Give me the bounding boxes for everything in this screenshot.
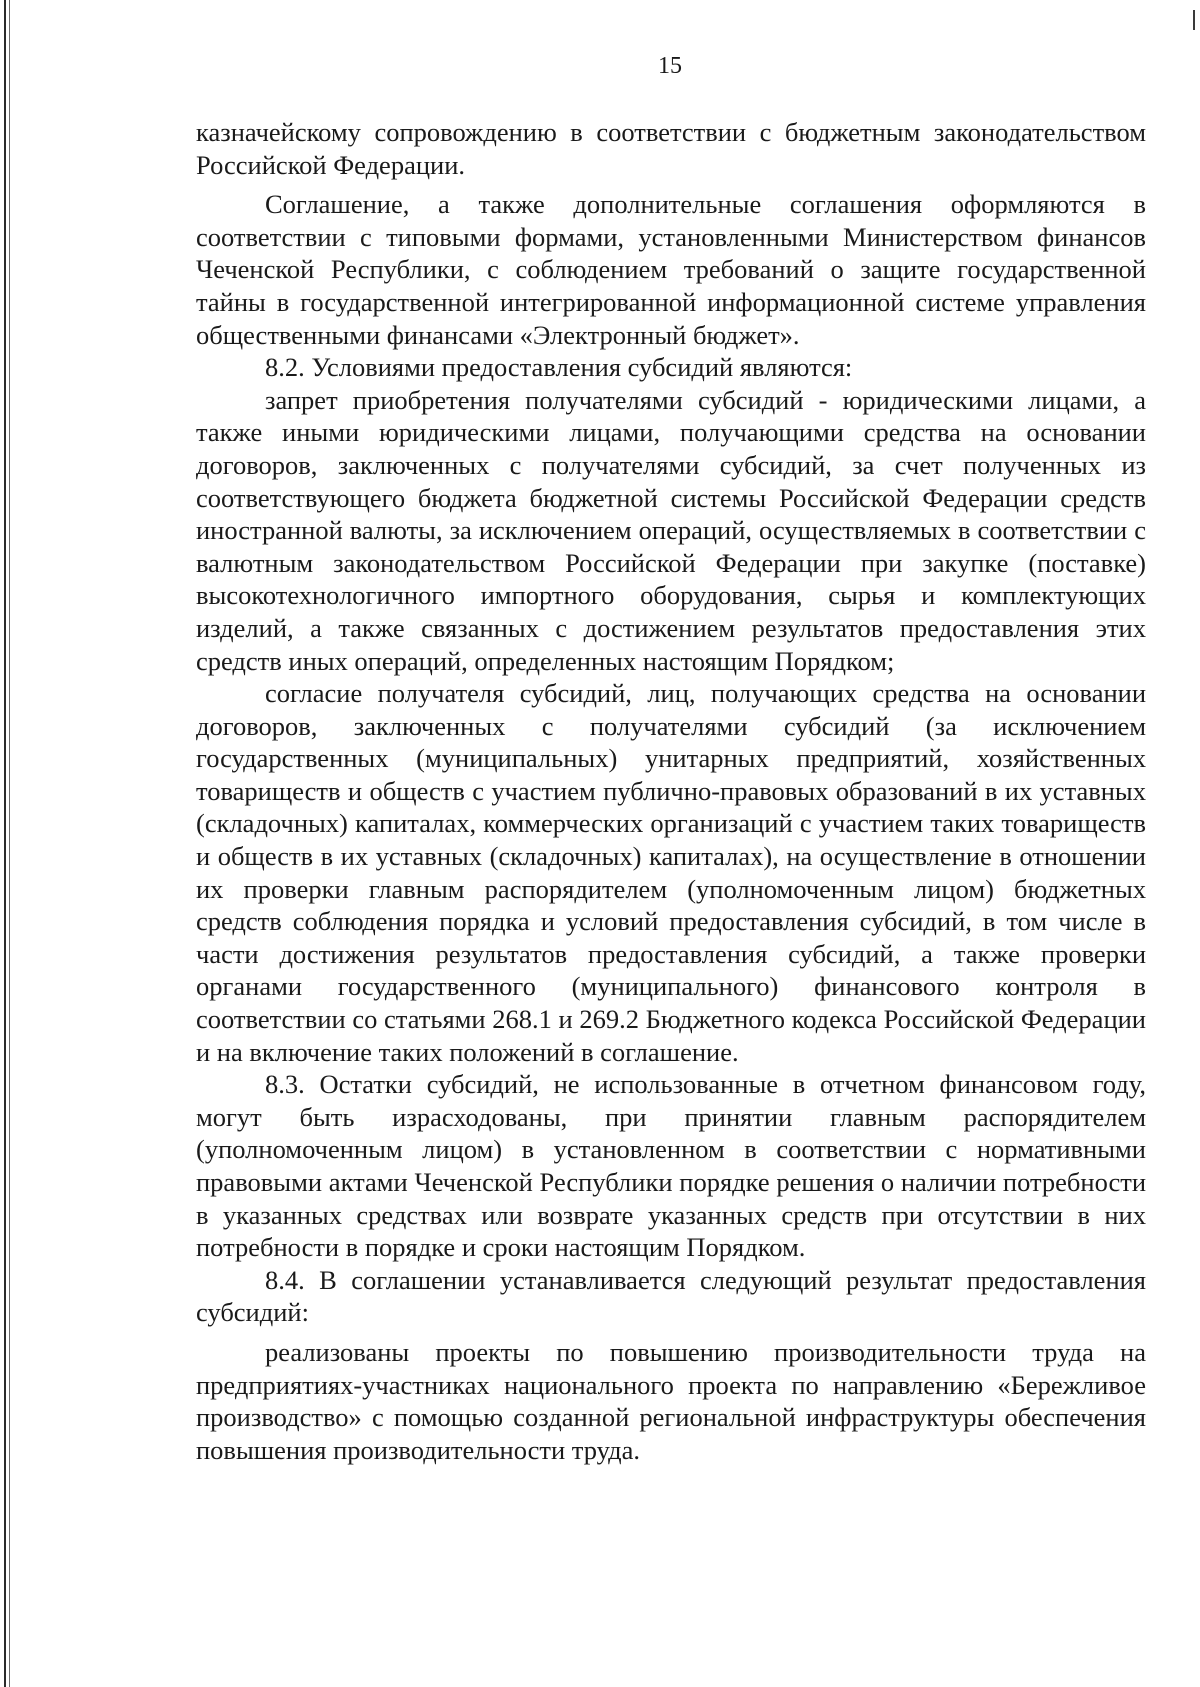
paragraph-agreement: Соглашение, а также дополнительные соглашения оформляются в соответствии с типовыми формами, установленными Министерством финансов Чеченской Республики, с соблюдением требований о защите государственной тайны в государственной интегрированной информационной системе управления общественными финансами «Электронный бюджет». [196, 189, 1146, 350]
paragraph-continuation: казначейскому сопровождению в соответствии с бюджетным законодательством Российской Федерации. [196, 117, 1146, 180]
paragraph-consent: согласие получателя субсидий, лиц, получающих средства на основании договоров, заключенных с получателями субсидий (за исключением государственных (муниципальных) унитарных предприятий, хозяйственных товариществ и обществ с участием публично-правовых образований в их уставных (складочных) капиталах, коммерческих организаций с участием таких товариществ и обществ в их уставных (складочных) капиталах), на осуществление в отношении их проверки главным распорядителем (уполномоченным лицом) бюджетных средств соблюдения порядка и условий предоставления субсидий, в том числе в части достижения результатов предоставления субсидий, а также проверки органами государственного (муниципального) финансового контроля в соответствии со статьями 268.1 и 269.2 Бюджетного кодекса Российской Федерации и на включение таких положений в соглашение. [196, 678, 1146, 1067]
paragraph-projects: реализованы проекты по повышению производительности труда на предприятиях-участниках национального проекта по направлению «Бережливое производство» с помощью созданной региональной инфраструктуры обеспечения повышения производительности труда. [196, 1336, 1146, 1465]
scan-border-left [4, 0, 6, 1687]
paragraph-8-2-heading: 8.2. Условиями предоставления субсидий являются: [265, 352, 853, 383]
scan-border-left-inner [9, 0, 10, 1687]
paragraph-currency-ban: запрет приобретения получателями субсидий - юридическими лицами, а также иными юридическими лицами, получающими средства на основании договоров, заключенных с получателями субсидий, за счет полученных из соответствующего бюджета бюджетной системы Российской Федерации средств иностранной валюты, за исключением операций, осуществляемых в соответствии с валютным законодательством Российской Федерации при закупке (поставке) высокотехнологичного импортного оборудования, сырья и комплектующих изделий, а также связанных с достижением результатов предоставления этих средств иных операций, определенных настоящим Порядком; [196, 384, 1146, 676]
document-body [196, 116, 1146, 1466]
page-number: 15 [658, 53, 682, 79]
scan-mark-right [1193, 10, 1195, 30]
paragraph-8-4-result: 8.4. В соглашении устанавливается следующий результат предоставления субсидий: [196, 1264, 1146, 1328]
paragraph-8-3-remainders: 8.3. Остатки субсидий, не использованные в отчетном финансовом году, могут быть израсходованы, при принятии главным распорядителем (уполномоченным лицом) в установленном в соответствии с нормативными правовыми актами Чеченской Республики порядке решения о наличии потребности в указанных средствах или возврате указанных средств при отсутствии в них потребности в порядке и сроки настоящим Порядком. [196, 1069, 1146, 1263]
